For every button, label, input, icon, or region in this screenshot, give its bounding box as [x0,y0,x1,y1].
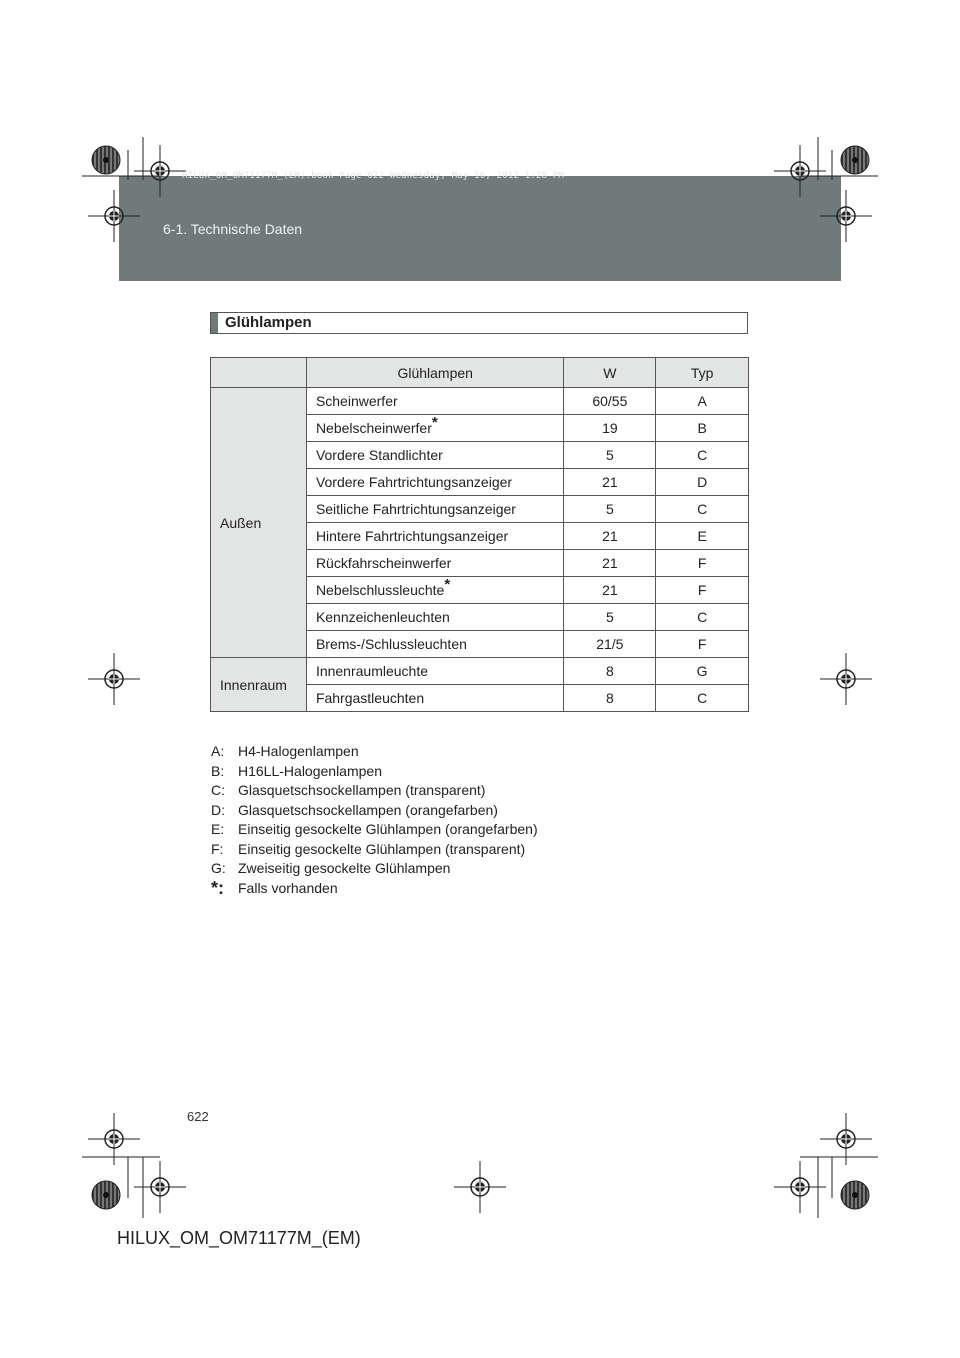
legend-text: H4-Halogenlampen [238,743,359,759]
bulb-name: Nebelscheinwerfer [315,420,432,436]
group-cell: Innenraum [211,658,307,712]
legend-text: Einseitig gesockelte Glühlampen (orangefarben) [238,821,538,837]
legend-key: G: [211,860,226,876]
type-cell: F [656,550,749,577]
legend-key: E: [211,821,225,837]
page-number: 622 [187,1109,209,1124]
column-header-watt: W [564,358,656,388]
file-stamp: HILUX_OM_OM71177M_(EM).book Page 622 Wednesday, May 16, 2012 1:28 PM [182,171,565,181]
document-code: HILUX_OM_OM71177M_(EM) [117,1228,361,1248]
bulb-name: Scheinwerfer [315,393,398,409]
type-cell: D [656,469,749,496]
type-cell: C [656,442,749,469]
watt-cell: 8 [564,658,656,685]
bulb-name: Seitliche Fahrtrichtungsanzeiger [315,501,516,517]
bulb-name: Brems-/Schlussleuchten [315,636,467,652]
legend-text: H16LL-Halogenlampen [238,762,382,779]
watt-cell: 21 [564,550,656,577]
section-title: Glühlampen [225,314,312,331]
legend-text: Glasquetschsockellampen (transparent) [238,782,486,798]
watt-cell: 21 [564,523,656,550]
type-cell: A [656,388,749,415]
type-cell: B [656,415,749,442]
footnote-asterisk: * [444,576,451,593]
watt-cell: 21 [564,469,656,496]
type-cell: C [656,604,749,631]
legend-key: A: [211,743,225,759]
bulb-name: Kennzeichenleuchten [315,609,450,625]
legend-text: Falls vorhanden [238,879,338,896]
legend-key: C: [211,782,225,798]
legend-key: F: [211,840,224,857]
footnote-asterisk: * [431,414,438,431]
bulb-name: Fahrgastleuchten [315,690,425,706]
legend-key: D: [211,801,225,818]
watt-cell: 60/55 [564,388,656,415]
watt-cell: 5 [564,604,656,631]
legend-text: Zweiseitig gesockelte Glühlampen [238,860,451,876]
bulb-name: Vordere Fahrtrichtungsanzeiger [315,474,513,490]
watt-cell: 8 [564,685,656,712]
legend-text: Glasquetschsockellampen (orangefarben) [238,801,498,818]
watt-cell: 5 [564,442,656,469]
type-cell: F [656,577,749,604]
type-cell: G [656,658,749,685]
watt-cell: 21 [564,577,656,604]
bulb-name: Nebelschlussleuchte [315,582,445,598]
group-cell: Außen [211,388,307,658]
section-breadcrumb: 6-1. Technische Daten [163,221,303,237]
bulb-name: Hintere Fahrtrichtungsanzeiger [315,528,509,544]
type-cell: C [656,496,749,523]
bulb-name: Vordere Standlichter [315,447,443,463]
legend-key: *: [211,877,224,898]
bulb-name: Rückfahrscheinwerfer [315,555,452,571]
type-cell: E [656,523,749,550]
type-cell: C [656,685,749,712]
bulb-name: Innenraumleuchte [315,663,429,679]
watt-cell: 5 [564,496,656,523]
watt-cell: 19 [564,415,656,442]
column-header-bulb: Glühlampen [306,358,564,388]
type-cell: F [656,631,749,658]
legend-key: B: [211,762,225,779]
legend-text: Einseitig gesockelte Glühlampen (transparent) [238,840,526,857]
watt-cell: 21/5 [564,631,656,658]
column-header-type: Typ [656,358,749,388]
